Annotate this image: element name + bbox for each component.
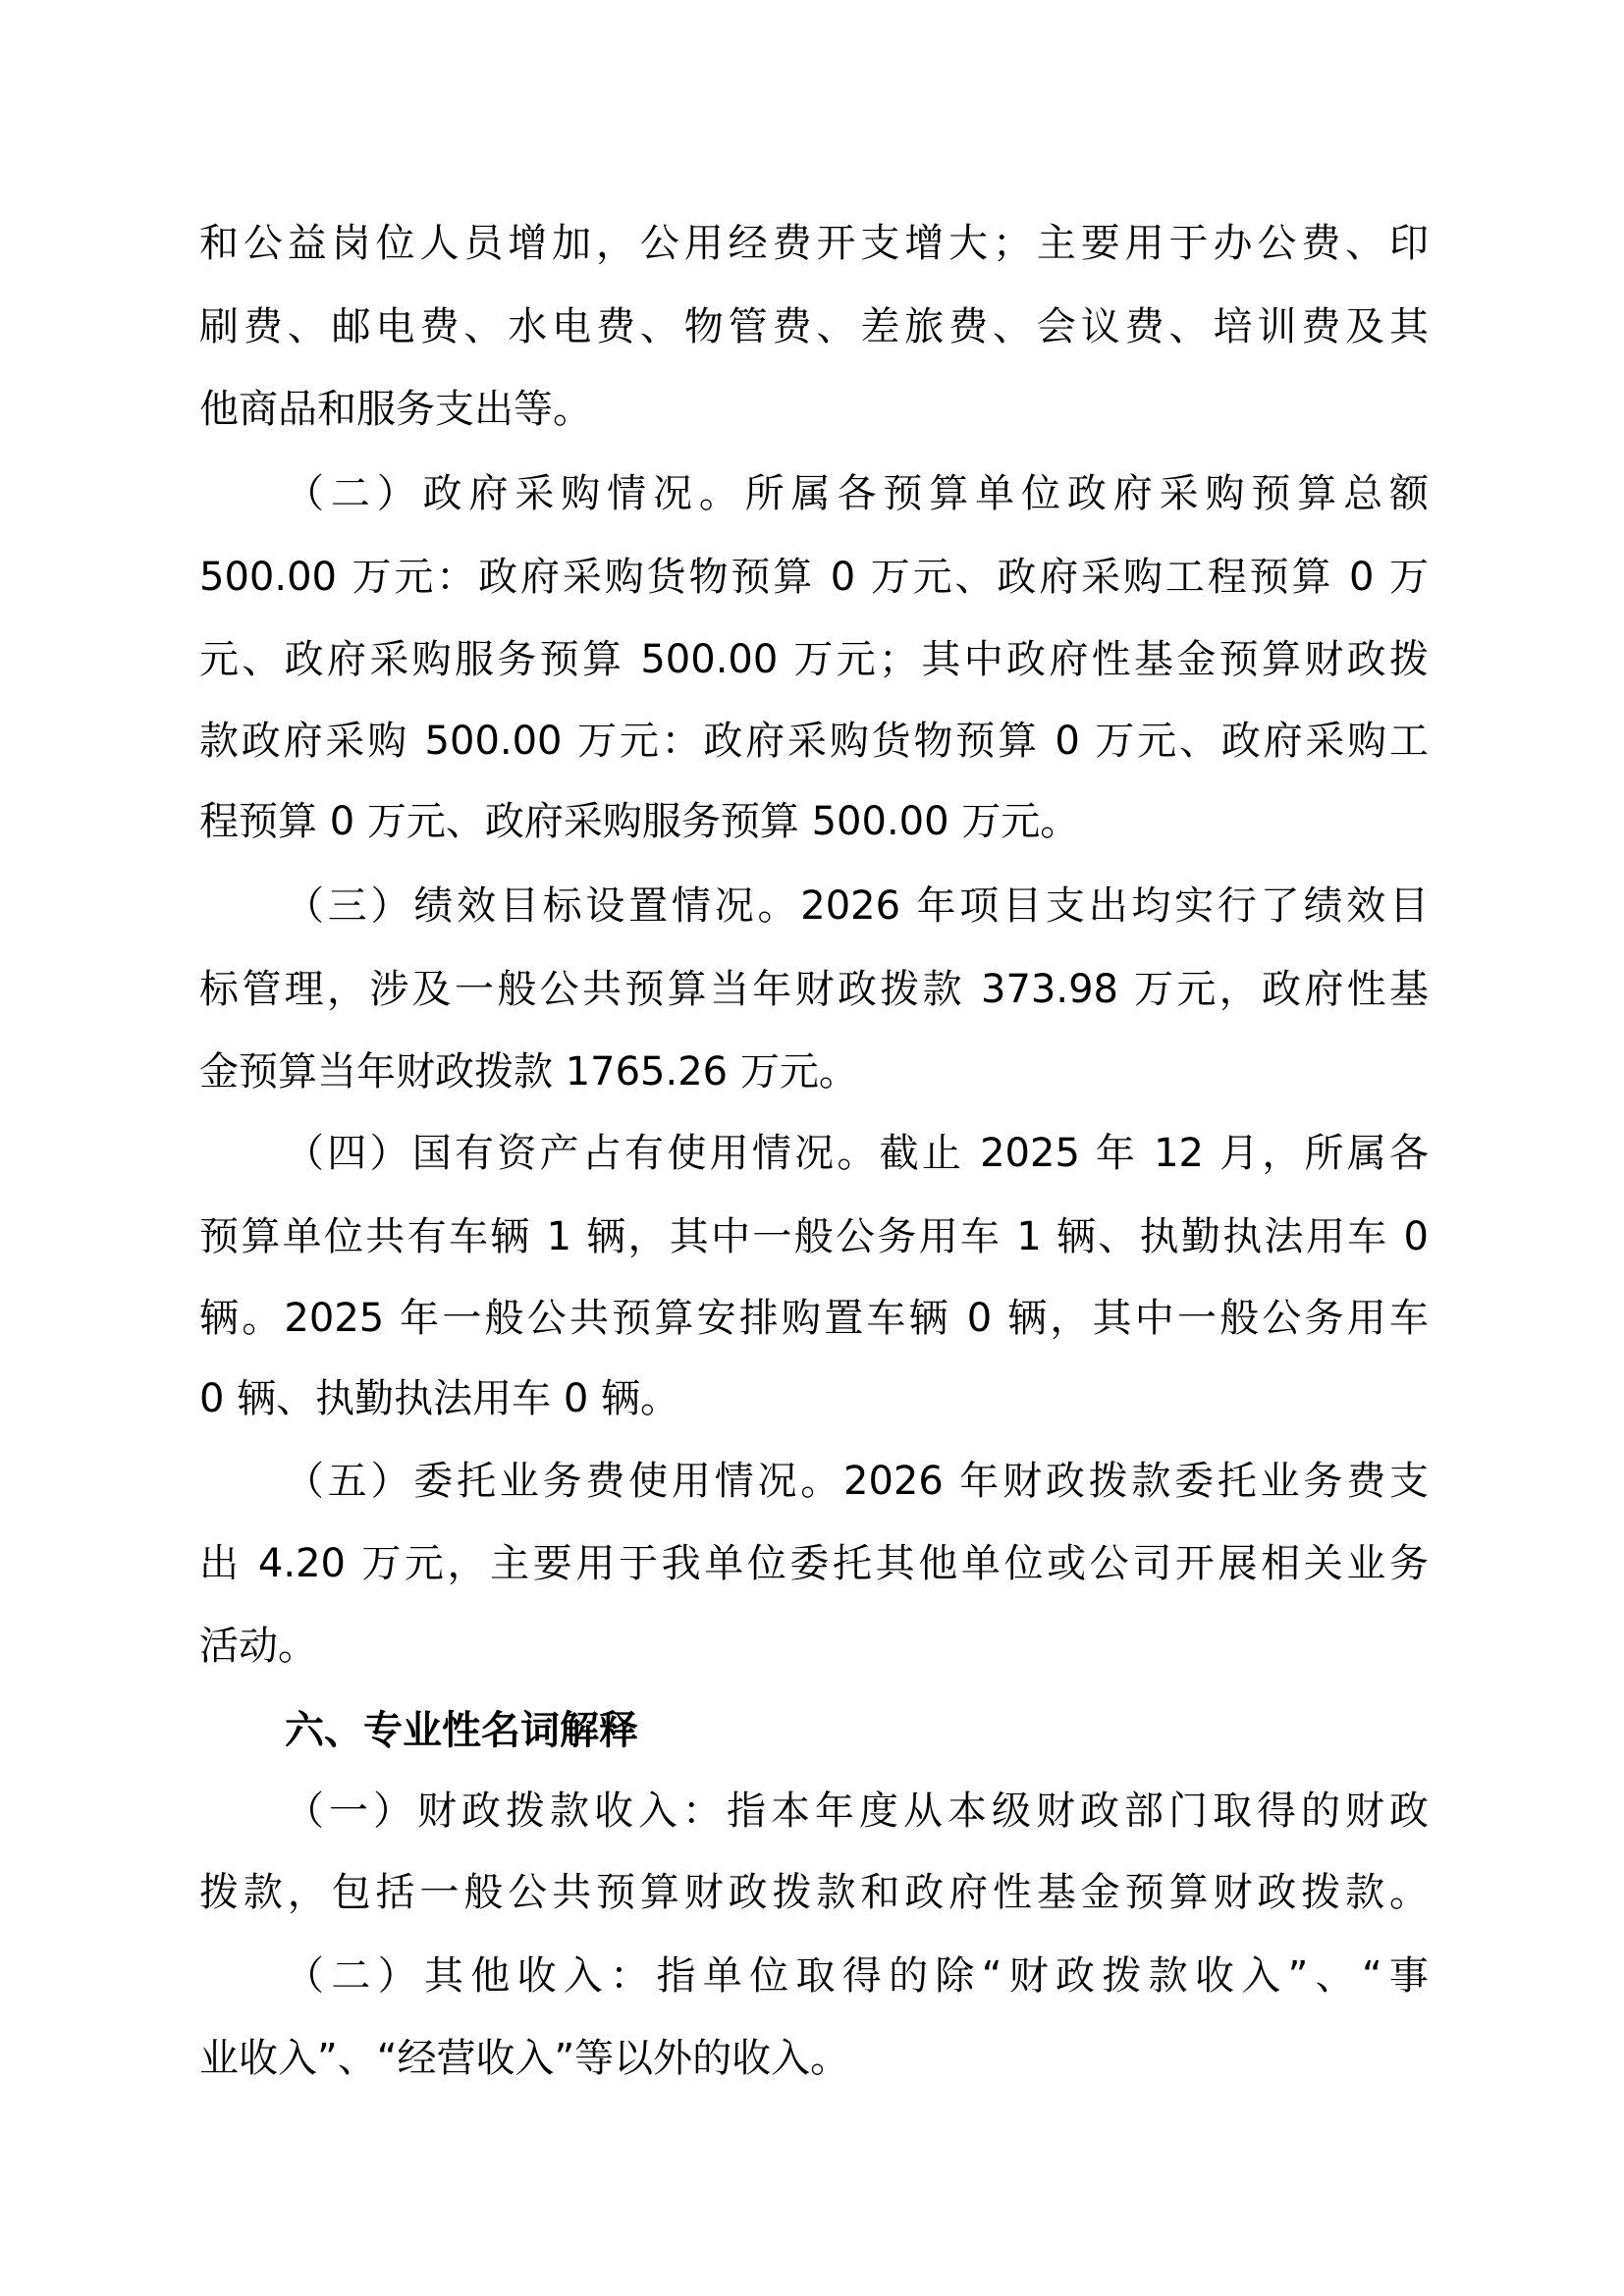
paragraph-line: （三）绩效目标设置情况。2026 年项目支出均实行了绩效目 <box>285 883 1429 929</box>
paragraph-line: 500.00 万元：政府采购货物预算 0 万元、政府采购工程预算 0 万 <box>199 555 1429 600</box>
paragraph-line: （二）政府采购情况。所属各预算单位政府采购预算总额 <box>285 471 1429 516</box>
paragraph-line: （四）国有资产占有使用情况。截止 2025 年 12 月，所属各 <box>285 1131 1429 1176</box>
paragraph-line: 业收入”、“经营收入”等以外的收入。 <box>199 2036 850 2081</box>
paragraph-line: （一）财政拨款收入：指本年度从本级财政部门取得的财政 <box>285 1789 1429 1834</box>
paragraph-line: 和公益岗位人员增加，公用经费开支增大；主要用于办公费、印 <box>199 221 1429 266</box>
paragraph-line: 元、政府采购服务预算 500.00 万元；其中政府性基金预算财政拨 <box>199 637 1429 682</box>
paragraph-line: 活动。 <box>199 1624 317 1669</box>
paragraph-line: 标管理，涉及一般公共预算当年财政拨款 373.98 万元，政府性基 <box>199 967 1429 1012</box>
paragraph-line: 金预算当年财政拨款 1765.26 万元。 <box>199 1049 858 1095</box>
paragraph-line: 0 辆、执勤执法用车 0 辆。 <box>199 1376 680 1421</box>
paragraph-line: 预算单位共有车辆 1 辆，其中一般公务用车 1 辆、执勤执法用车 0 <box>199 1214 1429 1259</box>
paragraph-line: 程预算 0 万元、政府采购服务预算 500.00 万元。 <box>199 799 1080 844</box>
paragraph-line: （二）其他收入：指单位取得的除“财政拨款收入”、“事 <box>285 1953 1429 1999</box>
paragraph-line: 出 4.20 万元，主要用于我单位委托其他单位或公司开展相关业务 <box>199 1541 1429 1586</box>
paragraph-line: 他商品和服务支出等。 <box>199 387 592 432</box>
paragraph-line: 辆。2025 年一般公共预算安排购置车辆 0 辆，其中一般公务用车 <box>199 1296 1429 1341</box>
section-heading: 六、专业性名词解释 <box>285 1708 638 1753</box>
paragraph-line: 款政府采购 500.00 万元：政府采购货物预算 0 万元、政府采购工 <box>199 719 1429 764</box>
paragraph-line: （五）委托业务费使用情况。2026 年财政拨款委托业务费支 <box>285 1459 1429 1504</box>
paragraph-line: 拨款，包括一般公共预算财政拨款和政府性基金预算财政拨款。 <box>199 1870 1429 1915</box>
paragraph-line: 刷费、邮电费、水电费、物管费、差旅费、会议费、培训费及其 <box>199 304 1429 349</box>
